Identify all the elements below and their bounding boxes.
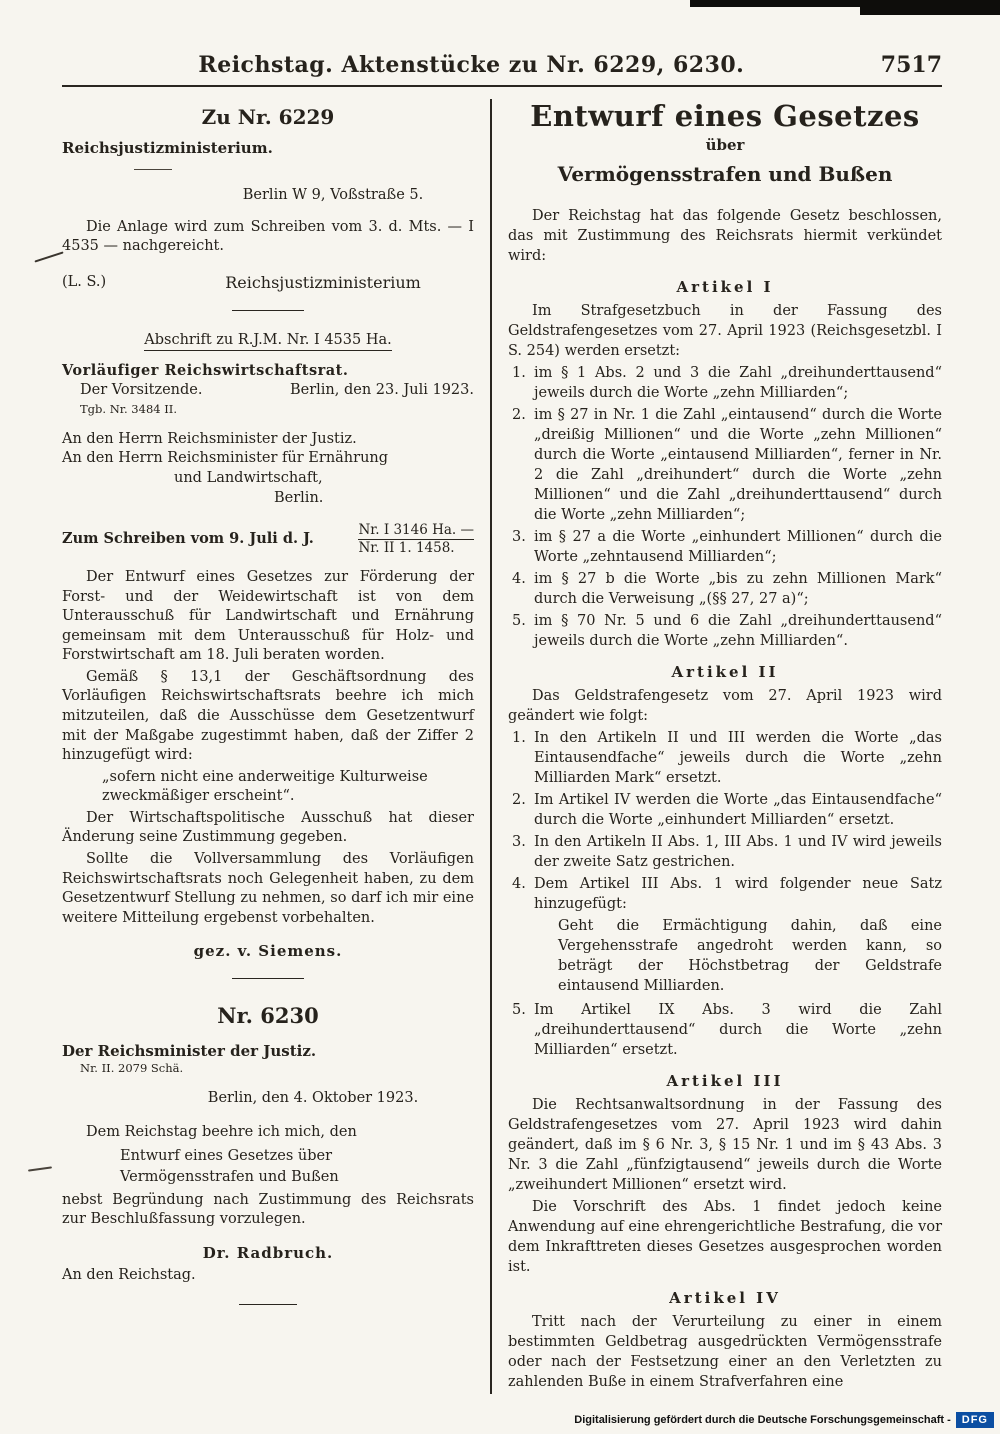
credit-text: Digitalisierung gefördert durch die Deutsche Forschungsgemeinschaft - [574, 1414, 951, 1426]
doc1-signature-row [62, 273, 474, 293]
article-2-heading: Artikel II [671, 663, 779, 681]
list-item-text: Im Artikel IX Abs. 3 wird die Zahl „dreihunderttausend“ durch die Worte „zehn Milliarden“ ersetzt. [534, 1002, 942, 1058]
divider-rule [134, 169, 172, 170]
divider-rule [239, 1304, 297, 1305]
doc1-body: Die Anlage wird zum Schreiben vom 3. d. Mts. — I 4535 — nachgereicht. [62, 218, 474, 255]
digitization-credit [574, 1412, 994, 1428]
list-item-text: Im Artikel IV werden die Worte „das Eintausendfache“ durch die Worte „einhundert Milliarden“ ersetzt. [534, 792, 942, 828]
doc2-ref-2: Nr. II 1. 1458. [358, 540, 455, 557]
doc2-paragraph-4: Sollte die Vollversammlung des Vorläufigen Reichswirtschaftsrats noch Gelegenheit haben, zu dem Gesetzentwurf Stellung zu nehmen, so darf ich mir eine weitere Mitteilung ergebenst vorbehalten. [62, 850, 474, 926]
doc3-ref-number: Nr. II. 2079 Schä. [80, 1061, 184, 1076]
page-header [62, 52, 942, 87]
right-column [492, 99, 942, 1394]
list-item [508, 1000, 942, 1060]
article-1-heading: Artikel I [676, 278, 774, 296]
doc2-recipient-2: An den Herrn Reichsminister für Ernährung [62, 450, 389, 467]
doc3-paragraph-1: Dem Reichstag beehre ich mich, den [86, 1123, 357, 1140]
two-column-layout [62, 99, 942, 1394]
list-item [508, 728, 942, 788]
doc3-law-title: Entwurf eines Gesetzes über Vermögensstrafen und Bußen [120, 1148, 339, 1185]
doc1-ls: (L. S.) [62, 273, 107, 290]
doc2-ref-label: Zum Schreiben vom 9. Juli d. J. [62, 530, 314, 548]
divider-rule [232, 310, 304, 311]
list-item [508, 569, 942, 609]
list-item [508, 790, 942, 830]
doc2-abschrift [62, 329, 474, 348]
doc2-place-date: Berlin, den 23. Juli 1923. [289, 382, 474, 399]
article-4-heading: Artikel IV [669, 1289, 781, 1307]
doc3-heading: Nr. 6230 [217, 1003, 319, 1029]
doc1-sender: Reichsjustizministerium. [62, 139, 273, 157]
article-3-paragraph-1: Die Rechtsanwaltsordnung in der Fassung des Geldstrafengesetzes vom 27. April 1923 wird dahin geändert, daß im § 6 Nr. 3, § 15 Nr. 1 und im § 43 Abs. 3 Nr. 3 die Zahl „fünfzigtausend“ jeweils durch die Worte „zweihundert Millionen“ ersetzt wird. [508, 1097, 942, 1193]
list-item-text: im § 27 in Nr. 1 die Zahl „eintausend“ durch die Worte „dreißig Millionen“ und die Worte „zehn Millionen“ durch die Worte „eintausend Milliarden“, ferner in Nr. 2 die Zahl „dreihundert“ durch die Worte „zehn Millionen“ und die Zahl „dreihunderttausend“ durch die Worte „zehn Milliarden“; [534, 407, 942, 523]
list-item-number: 2. [512, 792, 526, 808]
law-title-line3: Vermögensstrafen und Bußen [557, 162, 893, 186]
article-3-heading: Artikel III [666, 1072, 784, 1090]
article-4-paragraph-1: Tritt nach der Verurteilung zu einer in einem bestimmten Geldbetrag ausgedrückten Vermögensstrafe oder nach der Festsetzung einer an den Verletzten zu zahlenden Buße in einem Strafverfahren eine [508, 1314, 942, 1390]
divider-rule [232, 978, 304, 979]
list-item-number: 3. [512, 529, 526, 545]
doc2-quote: „sofern nicht eine anderweitige Kulturweise zweckmäßiger erscheint“. [102, 768, 428, 805]
list-item-number: 5. [512, 613, 526, 629]
doc2-org: Vorläufiger Reichswirtschaftsrat. [62, 362, 349, 380]
doc1-address: Berlin W 9, Voßstraße 5. [242, 187, 424, 203]
doc2-abschrift-text: Abschrift zu R.J.M. Nr. I 4535 Ha. [144, 332, 392, 351]
doc2-recipient-2b: und Landwirtschaft, [174, 469, 323, 486]
doc1-heading: Zu Nr. 6229 [201, 105, 335, 129]
list-item-number: 1. [512, 730, 526, 746]
list-item [508, 874, 942, 914]
doc2-paragraph-3: Der Wirtschaftspolitische Ausschuß hat dieser Änderung seine Zustimmung gegeben. [62, 809, 474, 846]
article-1-intro: Im Strafgesetzbuch in der Fassung des Geldstrafengesetzes vom 27. April 1923 (Reichsgesetzbl. I S. 254) werden ersetzt: [508, 303, 942, 359]
list-item-number: 3. [512, 834, 526, 850]
doc2-signature: gez. v. Siemens. [193, 942, 343, 961]
list-item-text: im § 1 Abs. 2 und 3 die Zahl „dreihunderttausend“ jeweils durch die Worte „zehn Milliarden“; [534, 365, 942, 401]
doc2-recipient-1: An den Herrn Reichsminister der Justiz. [62, 430, 357, 447]
law-title-line1: Entwurf eines Gesetzes [530, 99, 920, 133]
doc2-role: Der Vorsitzende. [80, 382, 203, 399]
list-item-text: im § 27 a die Worte „einhundert Millionen“ durch die Worte „zehntausend Milliarden“; [534, 529, 942, 565]
article-3-paragraph-2: Die Vorschrift des Abs. 1 findet jedoch keine Anwendung auf eine ehrengerichtliche Bestrafung, die vor dem Inkrafttreten dieses Gesetzes ausgesprochen worden ist. [508, 1199, 942, 1275]
list-item-text: im § 70 Nr. 5 und 6 die Zahl „dreihunderttausend“ jeweils durch die Worte „zehn Milliarden“. [534, 613, 942, 649]
doc3-paragraph-2: nebst Begründung nach Zustimmung des Reichsrats zur Beschlußfassung vorzulegen. [62, 1191, 474, 1228]
list-item [508, 611, 942, 651]
doc2-role-row [62, 381, 474, 401]
article-2-list [508, 728, 942, 1060]
doc3-signature: Dr. Radbruch. [202, 1244, 334, 1263]
doc2-tgb-number: Tgb. Nr. 3484 II. [80, 401, 177, 416]
page-number: 7517 [880, 52, 942, 78]
doc2-ref-1: Nr. I 3146 Ha. — [358, 522, 474, 539]
doc1-signature: Reichsjustizministerium [225, 272, 421, 292]
doc2-recipient-2c: Berlin. [274, 489, 324, 506]
doc2-ref-stack [358, 522, 474, 556]
list-item [508, 363, 942, 403]
article-2-item4-subparagraph: Geht die Ermächtigung dahin, daß eine Vergehensstrafe angedroht werden kann, so beträgt der Höchstbetrag der Geldstrafe eintausend Milliarden. [558, 918, 942, 994]
list-item-text: Dem Artikel III Abs. 1 wird folgender neue Satz hinzugefügt: [534, 876, 942, 912]
doc3-recipient: An den Reichstag. [62, 1267, 196, 1284]
list-item-number: 5. [512, 1002, 526, 1018]
doc2-paragraph-1: Der Entwurf eines Gesetzes zur Förderung der Forst- und der Weidewirtschaft ist von dem Unterausschuß für Landwirtschaft und Ernährung gemeinsam mit dem Unterausschuß für Holz- und Forstwirtschaft am 18. Juli beraten worden. [62, 569, 474, 664]
list-item-number: 1. [512, 365, 526, 381]
list-item-text: In den Artikeln II und III werden die Worte „das Eintausendfache“ jeweils durch die Worte „zehn Milliarden Mark“ ersetzt. [534, 730, 942, 786]
list-item-text: In den Artikeln II Abs. 1, III Abs. 1 und IV wird jeweils der zweite Satz gestrichen. [534, 834, 942, 870]
list-item-number: 4. [512, 876, 526, 892]
list-item-number: 2. [512, 407, 526, 423]
doc3-sender: Der Reichsminister der Justiz. [62, 1042, 317, 1061]
page-header-title: Reichstag. Aktenstücke zu Nr. 6229, 6230. [198, 52, 745, 78]
doc3-place-date: Berlin, den 4. Oktober 1923. [207, 1090, 419, 1107]
list-item-number: 4. [512, 571, 526, 587]
list-item [508, 832, 942, 872]
law-title-line2: über [705, 136, 745, 154]
list-item-text: im § 27 b die Worte „bis zu zehn Millionen Mark“ durch die Verweisung „(§§ 27, 27 a)“; [534, 571, 942, 607]
law-intro: Der Reichstag hat das folgende Gesetz beschlossen, das mit Zustimmung des Reichsrats hiermit verkündet wird: [508, 208, 942, 264]
left-column [62, 99, 490, 1394]
article-1-list [508, 363, 942, 651]
doc2-paragraph-2: Gemäß § 13,1 der Geschäftsordnung des Vorläufigen Reichswirtschaftsrats beehre ich mich mitzuteilen, daß die Ausschüsse dem Gesetzentwurf mit der Maßgabe zugestimmt haben, daß der Ziffer 2 hinzugefügt wird: [62, 668, 474, 764]
list-item [508, 405, 942, 525]
list-item [508, 527, 942, 567]
article-2-intro: Das Geldstrafengesetz vom 27. April 1923 wird geändert wie folgt: [508, 688, 942, 724]
dfg-logo: DFG [956, 1412, 994, 1428]
doc2-reference-row [62, 522, 474, 556]
